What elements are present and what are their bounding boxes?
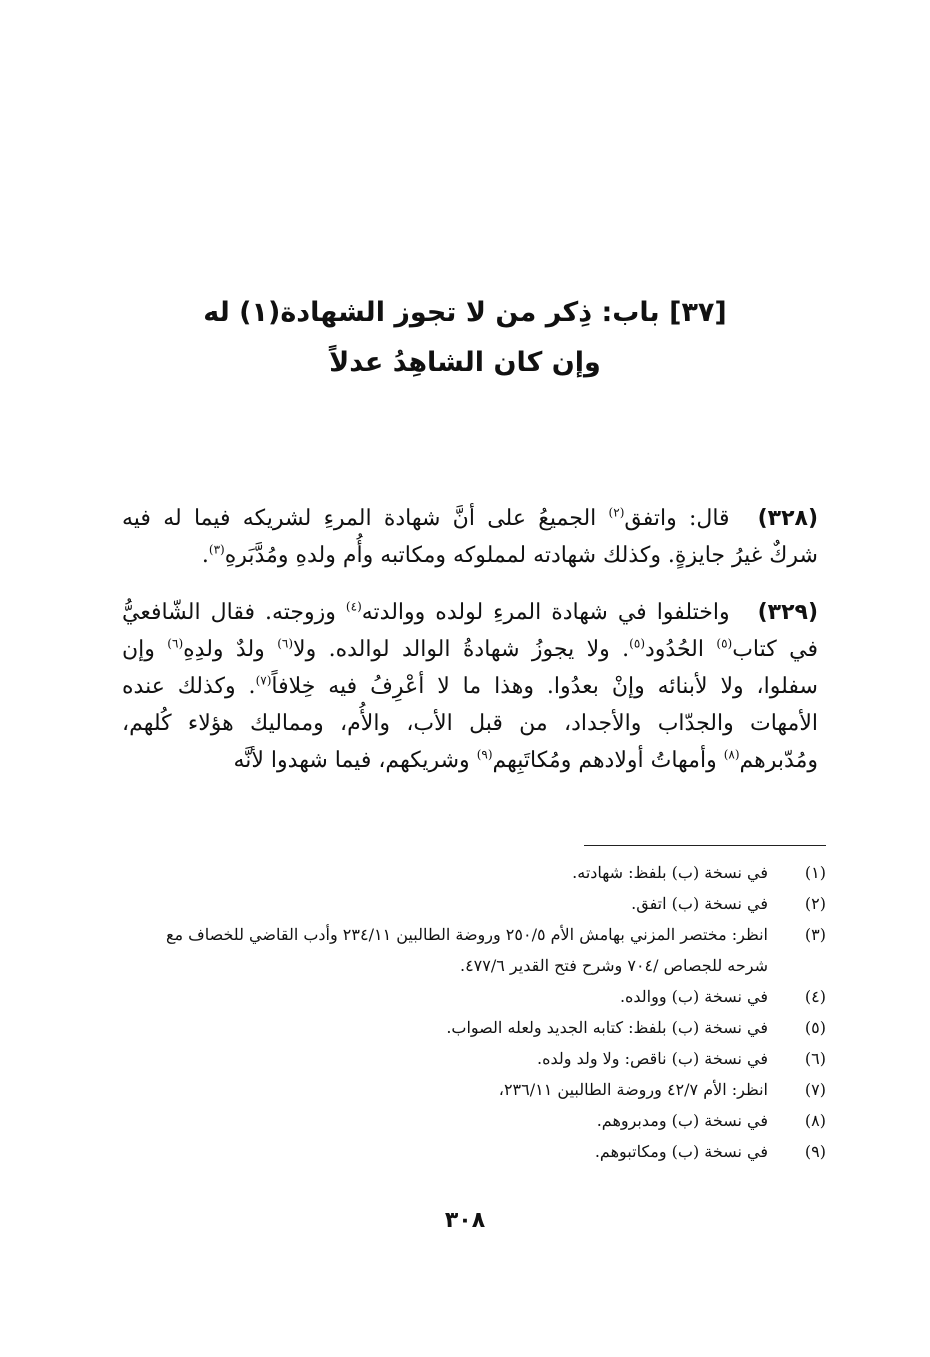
paragraph-text: . [201,543,209,568]
footnote-marker: (٨) [723,747,740,762]
footnote-marker: (٢) [608,505,625,520]
footnote-number: (٢) [804,894,826,913]
footnote-marker: (٥) [629,636,645,651]
chapter-heading-line-2: وإن كان الشاهِدُ عدلاً [329,347,601,378]
footnote-text: في نسخة (ب) اتفق. [631,894,768,913]
paragraph-number: (٣٢٨) [757,506,818,531]
footnote-separator-rule [584,845,826,846]
footnote-item [128,1012,828,1043]
footnote-item [128,919,828,981]
paragraph-329 [122,594,818,779]
paragraph-text: وأمهاتُ أولادهم ومُكاتَبِهم [492,748,724,773]
footnote-marker: (٦) [277,636,294,651]
footnote-item [128,1105,828,1136]
footnote-text: في نسخة (ب) ووالده. [619,987,768,1006]
footnote-marker: (٤) [345,599,362,614]
footnote-text: انظر: مختصر المزني بهامش الأم ٢٥٠/٥ وروضة الطالبين ٢٣٤/١١ وأدب القاضي للخصاف مع شرحه للجصاص /٧٠٤ وشرح فتح القدير ٤٧٧/٦. [165,925,768,975]
chapter-heading-line-1: [٣٧] باب: ذِكر من لا تجوز الشهادة(١) له [203,297,727,328]
footnote-number: (٥) [804,1018,826,1037]
footnote-number: (١) [804,863,826,882]
footnote-number: (٣) [804,925,826,944]
footnote-marker: (٥) [716,636,733,651]
paragraph-text: واختلفوا في شهادة المرءِ لولده ووالدته [361,600,730,625]
footnote-text: في نسخة (ب) ومكاتبوهم. [594,1142,768,1161]
footnote-text: انظر: الأم ٤٢/٧ وروضة الطالبين ٢٣٦/١١، [498,1080,768,1099]
footnote-marker: (٩) [476,747,493,762]
footnote-marker: (٣) [208,542,225,557]
paragraph-text: وإن سفلوا، ولا لأبنائه وإنْ بعدُوا. وهذا ما لا أعْرِفُ فيه خِلافاً [122,637,818,699]
footnote-item [128,857,828,888]
footnote-marker: (٦) [167,636,184,651]
paragraph-text: قال: واتفق [624,506,730,531]
footnotes [128,857,828,1167]
footnote-number: (٤) [804,987,826,1006]
paragraph-text: وشريكهم، فيما شهدوا لأنَّه [233,748,477,773]
footnote-number: (٩) [804,1142,826,1161]
paragraph-number: (٣٢٩) [757,600,818,625]
footnote-text: في نسخة (ب) بلفظ: كتابه الجديد ولعله الصواب. [446,1018,768,1037]
main-text [122,500,818,799]
footnote-text: في نسخة (ب) بلفظ: شهادته. [572,863,768,882]
paragraph-text: الجميعُ على أنَّ شهادة المرءِ لشريكه فيما له فيه شركٌ غيرُ جايزةٍ. وكذلك شهادته لمملوكه ومكاتبه وأُم ولدهِ ومُدَّبَرهِ [122,506,818,568]
footnote-item [128,981,828,1012]
paragraph-328 [122,500,818,574]
footnote-number: (٨) [804,1111,826,1130]
footnote-item [128,888,828,919]
footnote-text: في نسخة (ب) ناقص: ولا ولد ولده. [537,1049,768,1068]
page-number: ٣٠٨ [444,1208,486,1233]
footnote-item [128,1074,828,1105]
footnote-item [128,1043,828,1074]
paragraph-text: وزوجته. فقال الشّافعيُّ في كتاب [122,600,818,662]
paragraph-text: ولدٌ ولدِهِ [183,637,278,662]
footnote-item [128,1136,828,1167]
paragraph-text: . ولا يجوزُ شهادةُ الوالد لوالده. ولا [293,637,630,662]
paragraph-text: الحُدُود [645,637,717,662]
footnote-number: (٧) [804,1080,826,1099]
footnote-number: (٦) [804,1049,826,1068]
chapter-heading [120,288,810,388]
paragraph-text: . وكذلك عنده الأمهات والجدّاب والأجداد، من قبل الأب، والأُم، ومماليك هؤلاء كُلهم، ومُدّبرهم [122,674,818,773]
footnote-text: في نسخة (ب) ومدبروهم. [596,1111,768,1130]
footnote-marker: (٧) [255,673,272,688]
